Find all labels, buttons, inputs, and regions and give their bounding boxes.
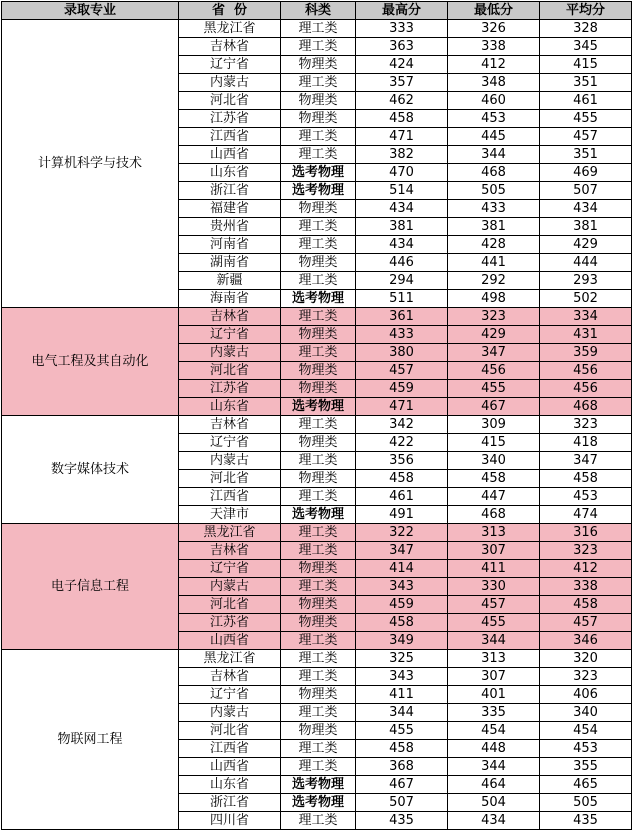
category-cell: 理工类 <box>281 632 356 650</box>
max-score-cell: 422 <box>356 434 448 452</box>
category-cell: 物理类 <box>281 326 356 344</box>
province-cell: 新疆 <box>179 272 281 290</box>
province-cell: 内蒙古 <box>179 578 281 596</box>
avg-score-cell: 465 <box>540 776 632 794</box>
avg-score-cell: 355 <box>540 758 632 776</box>
province-cell: 河南省 <box>179 236 281 254</box>
category-cell: 物理类 <box>281 722 356 740</box>
province-cell: 辽宁省 <box>179 326 281 344</box>
max-score-cell: 361 <box>356 308 448 326</box>
max-score-cell: 446 <box>356 254 448 272</box>
max-score-cell: 457 <box>356 362 448 380</box>
province-cell: 河北省 <box>179 596 281 614</box>
min-score-cell: 457 <box>448 596 540 614</box>
max-score-cell: 333 <box>356 20 448 38</box>
category-cell: 理工类 <box>281 452 356 470</box>
min-score-cell: 458 <box>448 470 540 488</box>
province-cell: 黑龙江省 <box>179 650 281 668</box>
major-cell: 物联网工程 <box>2 650 179 830</box>
avg-score-cell: 406 <box>540 686 632 704</box>
province-cell: 江苏省 <box>179 614 281 632</box>
min-score-cell: 468 <box>448 506 540 524</box>
category-cell: 物理类 <box>281 92 356 110</box>
category-cell: 理工类 <box>281 344 356 362</box>
category-cell: 理工类 <box>281 416 356 434</box>
max-score-cell: 344 <box>356 704 448 722</box>
min-score-cell: 344 <box>448 146 540 164</box>
category-cell: 物理类 <box>281 434 356 452</box>
province-cell: 内蒙古 <box>179 74 281 92</box>
category-cell: 选考物理 <box>281 290 356 308</box>
province-cell: 吉林省 <box>179 308 281 326</box>
min-score-cell: 313 <box>448 524 540 542</box>
avg-score-cell: 351 <box>540 146 632 164</box>
max-score-cell: 435 <box>356 812 448 830</box>
province-cell: 河北省 <box>179 92 281 110</box>
province-cell: 江西省 <box>179 488 281 506</box>
header-row <box>2 2 632 20</box>
avg-score-cell: 412 <box>540 560 632 578</box>
category-cell: 物理类 <box>281 362 356 380</box>
min-score-cell: 415 <box>448 434 540 452</box>
category-cell: 物理类 <box>281 596 356 614</box>
category-cell: 理工类 <box>281 488 356 506</box>
category-cell: 理工类 <box>281 74 356 92</box>
avg-score-cell: 474 <box>540 506 632 524</box>
category-cell: 理工类 <box>281 20 356 38</box>
province-cell: 河北省 <box>179 722 281 740</box>
province-cell: 四川省 <box>179 812 281 830</box>
min-score-cell: 448 <box>448 740 540 758</box>
max-score-cell: 467 <box>356 776 448 794</box>
category-cell: 选考物理 <box>281 182 356 200</box>
max-score-cell: 325 <box>356 650 448 668</box>
category-cell: 理工类 <box>281 578 356 596</box>
category-cell: 理工类 <box>281 812 356 830</box>
max-score-cell: 434 <box>356 236 448 254</box>
category-cell: 理工类 <box>281 38 356 56</box>
category-cell: 物理类 <box>281 614 356 632</box>
max-score-cell: 511 <box>356 290 448 308</box>
max-score-cell: 381 <box>356 218 448 236</box>
category-cell: 理工类 <box>281 758 356 776</box>
max-score-cell: 294 <box>356 272 448 290</box>
avg-score-cell: 323 <box>540 542 632 560</box>
category-cell: 物理类 <box>281 200 356 218</box>
category-cell: 物理类 <box>281 686 356 704</box>
max-score-cell: 411 <box>356 686 448 704</box>
avg-score-cell: 435 <box>540 812 632 830</box>
avg-score-cell: 340 <box>540 704 632 722</box>
province-cell: 江苏省 <box>179 110 281 128</box>
max-score-cell: 343 <box>356 668 448 686</box>
province-cell: 吉林省 <box>179 542 281 560</box>
max-score-cell: 424 <box>356 56 448 74</box>
table-row <box>2 416 632 434</box>
max-score-cell: 470 <box>356 164 448 182</box>
min-score-cell: 505 <box>448 182 540 200</box>
avg-score-cell: 453 <box>540 488 632 506</box>
category-cell: 选考物理 <box>281 776 356 794</box>
min-score-cell: 433 <box>448 200 540 218</box>
max-score-cell: 461 <box>356 488 448 506</box>
min-score-cell: 326 <box>448 20 540 38</box>
min-score-cell: 454 <box>448 722 540 740</box>
min-score-cell: 344 <box>448 632 540 650</box>
table-row <box>2 650 632 668</box>
province-cell: 浙江省 <box>179 182 281 200</box>
avg-score-cell: 457 <box>540 128 632 146</box>
min-score-cell: 313 <box>448 650 540 668</box>
province-cell: 江苏省 <box>179 380 281 398</box>
max-score-cell: 459 <box>356 596 448 614</box>
category-cell: 物理类 <box>281 560 356 578</box>
province-cell: 湖南省 <box>179 254 281 272</box>
header-max-score: 最高分 <box>356 2 448 20</box>
major-cell: 电子信息工程 <box>2 524 179 650</box>
max-score-cell: 458 <box>356 740 448 758</box>
min-score-cell: 381 <box>448 218 540 236</box>
category-cell: 理工类 <box>281 650 356 668</box>
min-score-cell: 307 <box>448 542 540 560</box>
min-score-cell: 460 <box>448 92 540 110</box>
header-category: 科类 <box>281 2 356 20</box>
min-score-cell: 348 <box>448 74 540 92</box>
max-score-cell: 368 <box>356 758 448 776</box>
avg-score-cell: 323 <box>540 416 632 434</box>
max-score-cell: 455 <box>356 722 448 740</box>
avg-score-cell: 468 <box>540 398 632 416</box>
max-score-cell: 507 <box>356 794 448 812</box>
avg-score-cell: 458 <box>540 596 632 614</box>
min-score-cell: 455 <box>448 380 540 398</box>
avg-score-cell: 347 <box>540 452 632 470</box>
avg-score-cell: 381 <box>540 218 632 236</box>
category-cell: 理工类 <box>281 308 356 326</box>
header-min-score: 最低分 <box>448 2 540 20</box>
min-score-cell: 323 <box>448 308 540 326</box>
header-province: 省 份 <box>179 2 281 20</box>
min-score-cell: 468 <box>448 164 540 182</box>
avg-score-cell: 431 <box>540 326 632 344</box>
min-score-cell: 338 <box>448 38 540 56</box>
max-score-cell: 414 <box>356 560 448 578</box>
max-score-cell: 514 <box>356 182 448 200</box>
min-score-cell: 340 <box>448 452 540 470</box>
avg-score-cell: 316 <box>540 524 632 542</box>
category-cell: 选考物理 <box>281 164 356 182</box>
category-cell: 理工类 <box>281 740 356 758</box>
min-score-cell: 412 <box>448 56 540 74</box>
avg-score-cell: 345 <box>540 38 632 56</box>
major-cell: 计算机科学与技术 <box>2 20 179 308</box>
major-cell: 数字媒体技术 <box>2 416 179 524</box>
min-score-cell: 434 <box>448 812 540 830</box>
avg-score-cell: 456 <box>540 380 632 398</box>
province-cell: 内蒙古 <box>179 452 281 470</box>
province-cell: 吉林省 <box>179 416 281 434</box>
province-cell: 黑龙江省 <box>179 20 281 38</box>
province-cell: 海南省 <box>179 290 281 308</box>
max-score-cell: 343 <box>356 578 448 596</box>
min-score-cell: 453 <box>448 110 540 128</box>
province-cell: 内蒙古 <box>179 344 281 362</box>
avg-score-cell: 338 <box>540 578 632 596</box>
min-score-cell: 467 <box>448 398 540 416</box>
avg-score-cell: 458 <box>540 470 632 488</box>
province-cell: 江西省 <box>179 740 281 758</box>
category-cell: 理工类 <box>281 236 356 254</box>
avg-score-cell: 453 <box>540 740 632 758</box>
category-cell: 理工类 <box>281 704 356 722</box>
avg-score-cell: 502 <box>540 290 632 308</box>
category-cell: 选考物理 <box>281 506 356 524</box>
province-cell: 河北省 <box>179 470 281 488</box>
max-score-cell: 356 <box>356 452 448 470</box>
max-score-cell: 471 <box>356 128 448 146</box>
avg-score-cell: 507 <box>540 182 632 200</box>
max-score-cell: 363 <box>356 38 448 56</box>
avg-score-cell: 456 <box>540 362 632 380</box>
category-cell: 物理类 <box>281 470 356 488</box>
province-cell: 黑龙江省 <box>179 524 281 542</box>
table-body <box>2 20 632 830</box>
avg-score-cell: 334 <box>540 308 632 326</box>
category-cell: 选考物理 <box>281 794 356 812</box>
min-score-cell: 292 <box>448 272 540 290</box>
max-score-cell: 347 <box>356 542 448 560</box>
province-cell: 江西省 <box>179 128 281 146</box>
category-cell: 理工类 <box>281 524 356 542</box>
avg-score-cell: 444 <box>540 254 632 272</box>
table-row <box>2 20 632 38</box>
max-score-cell: 349 <box>356 632 448 650</box>
avg-score-cell: 457 <box>540 614 632 632</box>
avg-score-cell: 293 <box>540 272 632 290</box>
province-cell: 辽宁省 <box>179 686 281 704</box>
min-score-cell: 347 <box>448 344 540 362</box>
min-score-cell: 504 <box>448 794 540 812</box>
avg-score-cell: 320 <box>540 650 632 668</box>
category-cell: 理工类 <box>281 218 356 236</box>
province-cell: 山西省 <box>179 632 281 650</box>
avg-score-cell: 359 <box>540 344 632 362</box>
province-cell: 辽宁省 <box>179 56 281 74</box>
header-avg-score: 平均分 <box>540 2 632 20</box>
avg-score-cell: 434 <box>540 200 632 218</box>
province-cell: 山东省 <box>179 164 281 182</box>
header-major: 录取专业 <box>2 2 179 20</box>
category-cell: 理工类 <box>281 128 356 146</box>
province-cell: 贵州省 <box>179 218 281 236</box>
min-score-cell: 445 <box>448 128 540 146</box>
category-cell: 理工类 <box>281 542 356 560</box>
province-cell: 辽宁省 <box>179 560 281 578</box>
max-score-cell: 322 <box>356 524 448 542</box>
max-score-cell: 382 <box>356 146 448 164</box>
province-cell: 内蒙古 <box>179 704 281 722</box>
min-score-cell: 411 <box>448 560 540 578</box>
province-cell: 河北省 <box>179 362 281 380</box>
max-score-cell: 459 <box>356 380 448 398</box>
avg-score-cell: 346 <box>540 632 632 650</box>
province-cell: 吉林省 <box>179 668 281 686</box>
category-cell: 选考物理 <box>281 398 356 416</box>
province-cell: 山东省 <box>179 776 281 794</box>
min-score-cell: 429 <box>448 326 540 344</box>
max-score-cell: 458 <box>356 470 448 488</box>
min-score-cell: 455 <box>448 614 540 632</box>
province-cell: 天津市 <box>179 506 281 524</box>
province-cell: 山西省 <box>179 146 281 164</box>
avg-score-cell: 505 <box>540 794 632 812</box>
min-score-cell: 344 <box>448 758 540 776</box>
max-score-cell: 357 <box>356 74 448 92</box>
province-cell: 山西省 <box>179 758 281 776</box>
category-cell: 理工类 <box>281 272 356 290</box>
avg-score-cell: 454 <box>540 722 632 740</box>
max-score-cell: 342 <box>356 416 448 434</box>
province-cell: 吉林省 <box>179 38 281 56</box>
category-cell: 物理类 <box>281 380 356 398</box>
avg-score-cell: 469 <box>540 164 632 182</box>
max-score-cell: 491 <box>356 506 448 524</box>
avg-score-cell: 455 <box>540 110 632 128</box>
major-cell: 电气工程及其自动化 <box>2 308 179 416</box>
min-score-cell: 447 <box>448 488 540 506</box>
category-cell: 理工类 <box>281 668 356 686</box>
min-score-cell: 498 <box>448 290 540 308</box>
province-cell: 浙江省 <box>179 794 281 812</box>
admission-scores-table <box>1 1 632 830</box>
province-cell: 山东省 <box>179 398 281 416</box>
max-score-cell: 380 <box>356 344 448 362</box>
min-score-cell: 307 <box>448 668 540 686</box>
table-row <box>2 308 632 326</box>
avg-score-cell: 429 <box>540 236 632 254</box>
avg-score-cell: 351 <box>540 74 632 92</box>
avg-score-cell: 415 <box>540 56 632 74</box>
province-cell: 福建省 <box>179 200 281 218</box>
category-cell: 物理类 <box>281 110 356 128</box>
min-score-cell: 309 <box>448 416 540 434</box>
min-score-cell: 441 <box>448 254 540 272</box>
category-cell: 理工类 <box>281 146 356 164</box>
category-cell: 物理类 <box>281 56 356 74</box>
max-score-cell: 458 <box>356 110 448 128</box>
table-row <box>2 524 632 542</box>
category-cell: 物理类 <box>281 254 356 272</box>
avg-score-cell: 418 <box>540 434 632 452</box>
max-score-cell: 462 <box>356 92 448 110</box>
min-score-cell: 464 <box>448 776 540 794</box>
province-cell: 辽宁省 <box>179 434 281 452</box>
avg-score-cell: 328 <box>540 20 632 38</box>
avg-score-cell: 323 <box>540 668 632 686</box>
min-score-cell: 428 <box>448 236 540 254</box>
min-score-cell: 335 <box>448 704 540 722</box>
min-score-cell: 456 <box>448 362 540 380</box>
max-score-cell: 433 <box>356 326 448 344</box>
max-score-cell: 471 <box>356 398 448 416</box>
max-score-cell: 458 <box>356 614 448 632</box>
avg-score-cell: 461 <box>540 92 632 110</box>
min-score-cell: 330 <box>448 578 540 596</box>
min-score-cell: 401 <box>448 686 540 704</box>
max-score-cell: 434 <box>356 200 448 218</box>
